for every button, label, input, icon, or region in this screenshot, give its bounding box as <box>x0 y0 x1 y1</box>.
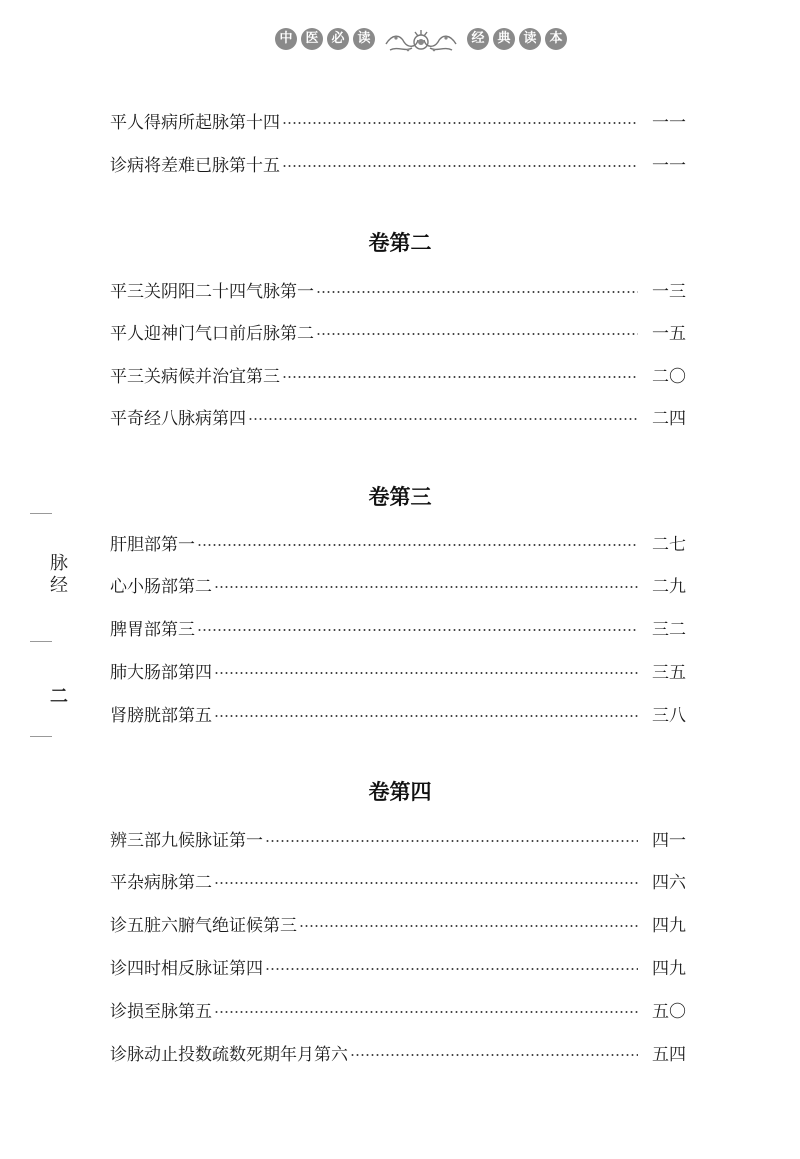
series-char: 本 <box>545 28 567 50</box>
toc-entry-title: 肺大肠部第四 <box>110 662 212 683</box>
dot-leader <box>282 165 638 167</box>
toc-entry-title: 平三关病候并治宜第三 <box>110 366 280 387</box>
side-divider <box>30 736 52 737</box>
toc-entry-title: 辨三部九候脉证第一 <box>110 830 263 851</box>
dot-leader <box>282 376 638 378</box>
series-char: 读 <box>519 28 541 50</box>
toc-entry-page: 一一 <box>652 112 686 133</box>
series-char: 医 <box>301 28 323 50</box>
toc-entry[interactable] <box>110 825 686 851</box>
toc-entry-page: 三五 <box>652 662 686 683</box>
toc-entry-title: 诊四时相反脉证第四 <box>110 958 263 979</box>
toc-entry[interactable] <box>110 529 686 555</box>
toc-entry[interactable] <box>110 953 686 979</box>
toc-entry-page: 三八 <box>652 705 686 726</box>
toc-entry-page: 二〇 <box>652 366 686 387</box>
book-title-char: 脉 <box>50 553 68 574</box>
dot-leader <box>197 629 638 631</box>
dot-leader <box>316 291 638 293</box>
toc-entry[interactable] <box>110 657 686 683</box>
volume-heading: 卷第二 <box>368 231 432 255</box>
toc-entry[interactable] <box>110 996 686 1022</box>
toc-entry[interactable] <box>110 107 686 133</box>
toc-entry[interactable] <box>110 403 686 429</box>
dot-leader <box>282 122 638 124</box>
toc-entry-title: 平人得病所起脉第十四 <box>110 112 280 133</box>
toc-entry-title: 平奇经八脉病第四 <box>110 408 246 429</box>
dot-leader <box>214 672 638 674</box>
dot-leader <box>248 418 638 420</box>
series-char: 经 <box>467 28 489 50</box>
toc-entry-page: 四九 <box>652 915 686 936</box>
dot-leader <box>299 925 638 927</box>
dot-leader <box>265 840 638 842</box>
toc-entry-page: 二七 <box>652 534 686 555</box>
dot-leader <box>350 1054 638 1056</box>
toc-entry[interactable] <box>110 318 686 344</box>
toc-entry[interactable] <box>110 614 686 640</box>
toc-entry[interactable] <box>110 910 686 936</box>
toc-entry-title: 诊脉动止投数疏数死期年月第六 <box>110 1044 348 1065</box>
toc-entry-page: 五四 <box>652 1044 686 1065</box>
page-header <box>0 26 800 58</box>
toc-entry-title: 心小肠部第二 <box>110 576 212 597</box>
side-divider <box>30 641 52 642</box>
page-number: 二 <box>50 686 68 707</box>
toc-entry[interactable] <box>110 150 686 176</box>
toc-entry-title: 平人迎神门气口前后脉第二 <box>110 323 314 344</box>
toc-entry-page: 四一 <box>652 830 686 851</box>
toc-entry-page: 二四 <box>652 408 686 429</box>
dot-leader <box>214 1011 638 1013</box>
series-char: 必 <box>327 28 349 50</box>
series-title-right <box>467 28 567 50</box>
toc-entry-title: 诊损至脉第五 <box>110 1001 212 1022</box>
toc-entry-page: 四九 <box>652 958 686 979</box>
toc-entry[interactable] <box>110 571 686 597</box>
toc-entry-title: 诊五脏六腑气绝证候第三 <box>110 915 297 936</box>
toc-entry[interactable] <box>110 276 686 302</box>
toc-entry-page: 二九 <box>652 576 686 597</box>
series-char: 读 <box>353 28 375 50</box>
dot-leader <box>214 882 638 884</box>
side-divider <box>30 513 52 514</box>
toc-entry-title: 平杂病脉第二 <box>110 872 212 893</box>
toc-entry-title: 平三关阴阳二十四气脉第一 <box>110 281 314 302</box>
toc-entry-title: 肾膀胱部第五 <box>110 705 212 726</box>
toc-entry-title: 脾胃部第三 <box>110 619 195 640</box>
toc-entry-page: 一三 <box>652 281 686 302</box>
book-title-vertical <box>44 553 74 597</box>
dot-leader <box>214 586 638 588</box>
toc-entry-page: 四六 <box>652 872 686 893</box>
toc-entry-page: 一五 <box>652 323 686 344</box>
book-title-char: 经 <box>50 575 68 596</box>
toc-entry[interactable] <box>110 1039 686 1065</box>
toc-entry-page: 三二 <box>652 619 686 640</box>
dot-leader <box>265 968 638 970</box>
dot-leader <box>316 333 638 335</box>
ornament-icon <box>382 26 460 56</box>
series-title-left <box>275 28 375 50</box>
dot-leader <box>214 715 638 717</box>
series-char: 中 <box>275 28 297 50</box>
volume-heading: 卷第三 <box>368 485 432 509</box>
toc-entry[interactable] <box>110 361 686 387</box>
toc-entry-page: 五〇 <box>652 1001 686 1022</box>
toc-entry-page: 一一 <box>652 155 686 176</box>
toc-entry[interactable] <box>110 867 686 893</box>
series-char: 典 <box>493 28 515 50</box>
volume-heading: 卷第四 <box>368 780 432 804</box>
toc-entry[interactable] <box>110 700 686 726</box>
dot-leader <box>197 544 638 546</box>
toc-entry-title: 诊病将差难已脉第十五 <box>110 155 280 176</box>
toc-entry-title: 肝胆部第一 <box>110 534 195 555</box>
